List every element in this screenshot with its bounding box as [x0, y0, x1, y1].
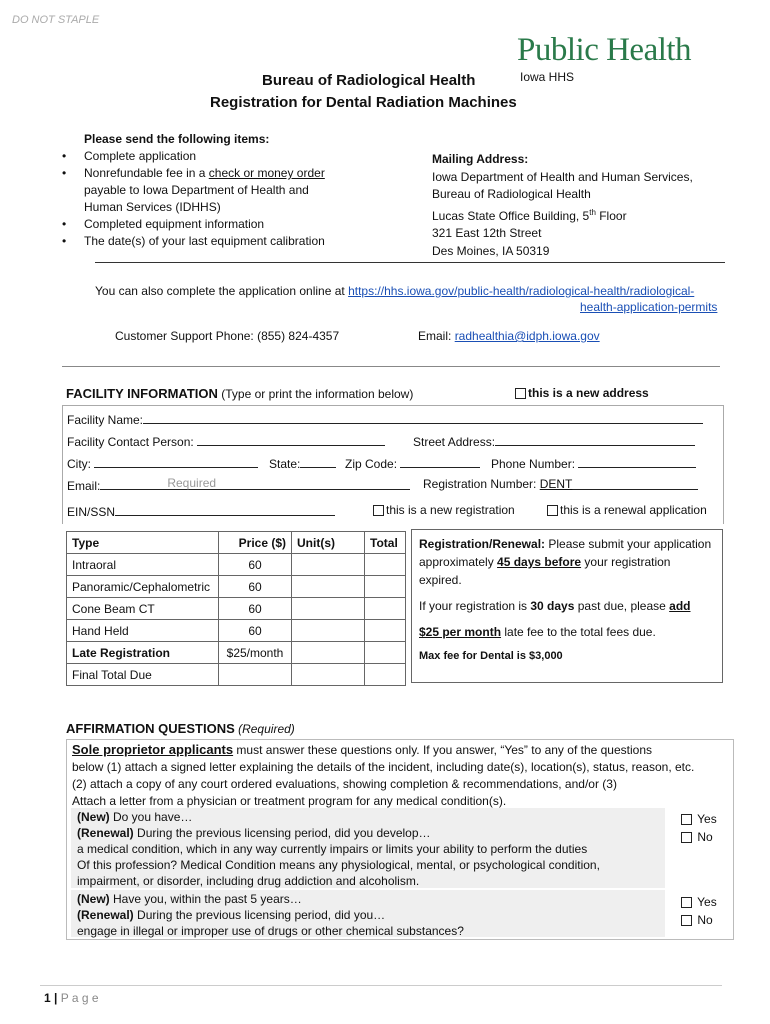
list-item: • Nonrefundable fee in a check or money order payable to Iowa Department of Health and Human Services (IDHHS) [62, 165, 392, 216]
total-input[interactable] [365, 642, 406, 664]
divider [62, 366, 720, 367]
new-registration-checkbox[interactable]: this is a new registration [373, 503, 515, 517]
question-2: (New) Have you, within the past 5 years… (Renewal) During the previous licensing period, did you… engage in illegal or improper use of drugs or other chemical substances? [71, 890, 665, 937]
list-item: • Complete application [62, 148, 392, 165]
fee-table [66, 531, 406, 686]
units-input[interactable] [292, 620, 365, 642]
bureau-title: Bureau of Radiological Health [262, 72, 476, 89]
city-field[interactable]: City: [67, 455, 258, 471]
list-item: • The date(s) of your last equipment calibration [62, 233, 392, 250]
registration-number-field[interactable]: Registration Number: DENT [423, 477, 698, 491]
email-link[interactable]: radhealthia@idph.iowa.gov [454, 329, 600, 343]
facility-heading: FACILITY INFORMATION (Type or print the information below) [66, 386, 414, 401]
units-input[interactable] [292, 554, 365, 576]
table-row: Panoramic/Cephalometric 60 [67, 576, 406, 598]
form-title: Registration for Dental Radiation Machines [210, 94, 517, 111]
online-text: You can also complete the application online at https://hhs.iowa.gov/public-health/radiological-health/radiological- [95, 284, 695, 298]
table-row: Hand Held 60 [67, 620, 406, 642]
email-field[interactable]: Email: Required [67, 477, 410, 493]
footer-divider [40, 985, 722, 986]
public-health-logo: Public Health [517, 32, 692, 68]
renewal-info-box: Registration/Renewal: Please submit your application approximately 45 days before your registration expired. If your registration is 30 days past due, please add $25 per month late fee to the total fees due. Max fee for Dental is $3,000 [411, 529, 723, 683]
total-input[interactable] [365, 576, 406, 598]
table-row: Intraoral 60 [67, 554, 406, 576]
list-item: • Completed equipment information [62, 216, 392, 233]
application-link[interactable]: https://hhs.iowa.gov/public-health/radiological-health/radiological- [348, 284, 695, 298]
application-link-cont[interactable]: health-application-permits [580, 300, 718, 314]
send-items-block [62, 131, 392, 250]
q1-no-checkbox[interactable]: No [681, 828, 717, 846]
affirmation-heading: AFFIRMATION QUESTIONS (Required) [66, 721, 295, 736]
send-items-heading: Please send the following items: [84, 132, 270, 146]
q2-yes-checkbox[interactable]: Yes [681, 893, 717, 911]
units-input[interactable] [292, 642, 365, 664]
street-address-field[interactable]: Street Address: [413, 433, 695, 449]
page-number: 1 | P a g e [44, 991, 99, 1005]
contact-person-field[interactable]: Facility Contact Person: [67, 433, 385, 449]
table-row: Final Total Due [67, 664, 406, 686]
state-field[interactable]: State: [269, 455, 336, 471]
checkbox-icon [547, 505, 558, 516]
renewal-checkbox[interactable]: this is a renewal application [547, 503, 707, 517]
facility-name-field[interactable]: Facility Name: [67, 411, 717, 427]
phone-number-field[interactable]: Phone Number: [491, 455, 696, 471]
zip-field[interactable]: Zip Code: [345, 455, 480, 471]
divider [95, 262, 725, 263]
total-input[interactable] [365, 620, 406, 642]
table-row: Late Registration $25/month [67, 642, 406, 664]
q1-yes-checkbox[interactable]: Yes [681, 810, 717, 828]
mailing-address: Mailing Address: Iowa Department of Health and Human Services, Bureau of Radiological Health Lucas State Office Building, 5th Floor 321 East 12th Street Des Moines, IA 50319 [432, 152, 693, 258]
total-input[interactable] [365, 554, 406, 576]
checkbox-icon [515, 388, 526, 399]
units-input[interactable] [292, 598, 365, 620]
do-not-staple-stamp: DO NOT STAPLE [12, 14, 100, 26]
q2-no-checkbox[interactable]: No [681, 911, 717, 929]
checkbox-icon [373, 505, 384, 516]
final-total-input[interactable] [365, 664, 406, 686]
iowa-hhs-logo-sub: Iowa HHS [520, 70, 575, 84]
support-phone: Customer Support Phone: (855) 824-4357 [115, 329, 340, 343]
affirmation-box: Sole proprietor applicants must answer these questions only. If you answer, “Yes” to any of the questions below (1) attach a signed letter explaining the details of the incident, including date(s), location(s), status, reason, etc. (2) attach a copy of any court ordered evaluations, showing completion & recommendations, and/or (3) Attach a letter from a physician or treatment program for any medical condition(s). (New) Do you have… (Renewal) During the previous licensing period, did you develop… a medical condition, which in any way currently impairs or limits your ability to perform the duties Of this profession? Medical Condition means any physiological, mental, or psychological condition, impairment, or disorder, including drug addiction and alcoholism. Yes No (New) Have you, within the past 5 years… (Renewal) During the previous licensing period, did you… engage in illegal or improper use of drugs or other chemical substances? Yes No [66, 739, 734, 940]
table-header-row: Type Price ($) Unit(s) Total [67, 532, 406, 554]
table-row: Cone Beam CT 60 [67, 598, 406, 620]
ein-ssn-field[interactable]: EIN/SSN [67, 503, 335, 519]
total-input[interactable] [365, 598, 406, 620]
units-input[interactable] [292, 576, 365, 598]
facility-form [62, 405, 724, 524]
support-email: Email: radhealthia@idph.iowa.gov [418, 329, 600, 343]
question-1: (New) Do you have… (Renewal) During the previous licensing period, did you develop… a medical condition, which in any way currently impairs or limits your ability to perform the duties Of this profession? Medical Condition means any physiological, mental, or psychological condition, impairment, or disorder, including drug addiction and alcoholism. [71, 808, 665, 888]
new-address-checkbox[interactable]: this is a new address [515, 386, 649, 400]
